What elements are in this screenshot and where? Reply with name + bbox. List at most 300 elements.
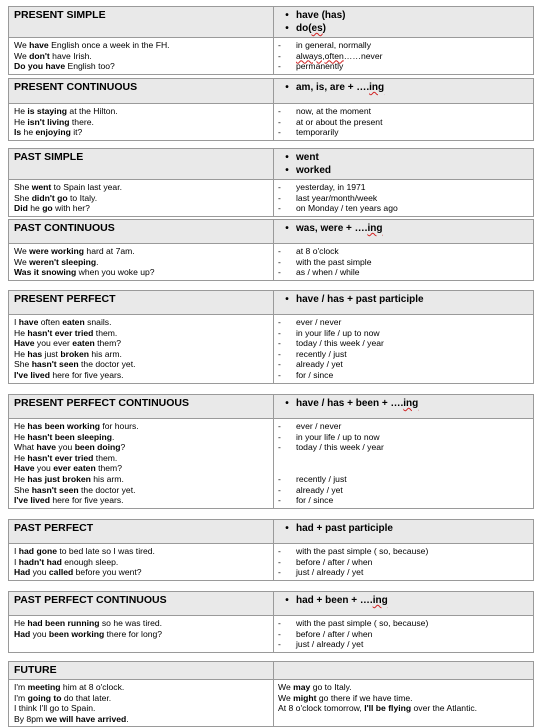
dash-marker: - (278, 639, 281, 650)
table-header-row (9, 592, 533, 616)
usage-note (278, 629, 529, 640)
form-rule-item (278, 222, 529, 235)
example-sentence (14, 546, 268, 557)
text-run: English once a week in the FH. (48, 40, 170, 50)
example-sentence (14, 567, 268, 578)
text-run: he (21, 127, 36, 138)
usage-note (278, 257, 529, 268)
tense-title: PAST SIMPLE (9, 149, 274, 179)
usage-note (278, 328, 529, 339)
text-run: . (126, 713, 129, 724)
text-run: to Italy. (67, 192, 98, 203)
tense-table-past-continuous (8, 219, 534, 281)
text-run: so he was tired. (99, 618, 163, 628)
bold-verb-text: hasn't been sleeping (27, 431, 113, 442)
text-run: We (278, 682, 294, 692)
usage-note (278, 421, 529, 432)
text-run: At 8 o'clock tomorrow, (278, 703, 365, 714)
text-run: He (14, 421, 28, 431)
form-rule-item (278, 9, 529, 22)
text-run: He (14, 106, 28, 116)
usage-note-text: yesterday, in 1971 (296, 182, 366, 192)
usage-note-text: with the past simple (296, 256, 372, 267)
bold-verb-text: I'll be flying (364, 703, 412, 714)
dash-marker: - (278, 203, 281, 214)
dash-marker: - (278, 628, 281, 639)
text-run: go there if we have time. (316, 692, 413, 703)
dash-marker: - (278, 256, 281, 267)
text-run: there for long? (104, 628, 163, 639)
usage-note-text: in your life / up to now (296, 327, 380, 338)
dash-marker: - (278, 546, 281, 556)
example-sentences (9, 315, 274, 383)
usage-note (278, 485, 529, 496)
text-run: do that later. (61, 692, 112, 703)
text-run: just (42, 348, 61, 359)
usage-note (278, 546, 529, 557)
text-run: We (14, 50, 30, 61)
example-sentences (9, 104, 274, 140)
text-run: By 8pm (14, 713, 46, 724)
example-sentences (9, 244, 274, 280)
example-sentence (14, 193, 268, 204)
usage-note (278, 370, 529, 381)
usage-note (278, 618, 529, 629)
dash-marker: - (278, 442, 281, 453)
text-run: before you went? (73, 567, 142, 578)
text-run: I'm (14, 682, 28, 692)
usage-note (278, 442, 529, 453)
usage-note (278, 349, 529, 360)
text-run: He (14, 327, 28, 338)
form-rule-text: worked (296, 165, 332, 176)
usage-note (278, 567, 529, 578)
bullet-icon: • (285, 10, 289, 21)
usage-note-text: before / after / when (296, 556, 373, 567)
example-sentences (9, 419, 274, 508)
bold-verb-text: isn't living (27, 116, 70, 127)
example-sentence (14, 203, 268, 214)
tense-title: FUTURE (9, 662, 274, 679)
form-rule-text: had + past participle (296, 523, 393, 534)
bold-verb-text: Did (14, 203, 28, 214)
bold-verb-text: go (42, 203, 53, 214)
text-run: We (278, 692, 294, 703)
example-sentence (14, 51, 268, 62)
example-sentence (14, 106, 268, 117)
tense-table-present-continuous (8, 78, 534, 141)
bold-verb-text: Have (14, 463, 35, 474)
usage-note (278, 359, 529, 370)
dash-marker: - (278, 431, 281, 442)
bold-verb-text: Had (14, 567, 31, 578)
usage-notes (274, 315, 533, 383)
bold-verb-text: is staying (27, 106, 68, 116)
text-run: He (14, 473, 28, 484)
example-sentence (14, 421, 268, 432)
bullet-icon: • (285, 165, 289, 176)
tense-table-present-perfect-continuous (8, 394, 534, 509)
usage-note (278, 338, 529, 349)
usage-note-text: always,often……never (296, 50, 383, 61)
usage-note-text: at 8 o'clock (296, 246, 339, 256)
text-run: What (14, 442, 37, 453)
bold-verb-text: has just broken (27, 473, 91, 484)
usage-note (278, 639, 529, 650)
text-run: you (56, 442, 75, 453)
example-sentence (14, 495, 268, 506)
example-sentence (14, 182, 268, 193)
text-run: ? (120, 442, 126, 453)
example-sentence (14, 485, 268, 496)
form-rule-item (278, 293, 529, 306)
example-sentence (14, 714, 268, 725)
spellcheck-underline: ing (369, 82, 385, 93)
empty-line (278, 463, 529, 474)
bold-verb-text: had been running (27, 618, 100, 628)
usage-note-text: already / yet (296, 359, 343, 370)
bullet-icon: • (285, 82, 289, 93)
usage-note-text: just / already / yet (296, 639, 364, 650)
bold-verb-text: have (36, 442, 57, 453)
bold-verb-text: called (48, 567, 74, 578)
dash-marker: - (278, 267, 281, 278)
form-rule-text: was, were + ….ing (296, 223, 383, 234)
usage-note-text: already / yet (296, 484, 343, 495)
usage-note (278, 557, 529, 568)
usage-notes (274, 244, 533, 280)
example-sentence (14, 693, 268, 704)
text-run: he (27, 203, 43, 214)
text-run: here for five years. (49, 369, 124, 380)
text-run: often (38, 317, 63, 327)
dash-marker: - (278, 317, 281, 327)
text-run: there. (69, 116, 94, 127)
tense-title: PAST PERFECT (9, 520, 274, 543)
usage-note (278, 267, 529, 278)
table-body-row (9, 616, 533, 652)
bold-verb-text: weren't sleeping (29, 256, 97, 267)
dash-marker: - (278, 182, 281, 192)
bold-verb-text: Was it snowing (14, 267, 77, 278)
form-rule-text: do(es) (296, 23, 327, 34)
text-run: to Spain last year. (51, 182, 122, 192)
bold-verb-text: been doing (74, 442, 121, 453)
example-sentences (9, 180, 274, 216)
example-sentence (14, 453, 268, 464)
bullet-icon: • (285, 23, 289, 34)
text-run: English too? (65, 61, 115, 72)
form-rule (274, 149, 533, 179)
text-run: We (14, 246, 30, 256)
text-run: them. (93, 452, 118, 463)
table-body-row (9, 544, 533, 580)
form-rule-item (278, 151, 529, 164)
usage-note-text: with the past simple ( so, because) (296, 618, 429, 628)
usage-notes (274, 419, 533, 508)
bold-verb-text: going to (27, 692, 62, 703)
example-sentence (14, 40, 268, 51)
usage-note-text: now, at the moment (296, 106, 371, 116)
bold-verb-text: I've lived (14, 495, 50, 506)
table-header-row (9, 149, 533, 180)
bold-verb-text: went (31, 182, 52, 192)
bold-verb-text: Have (14, 338, 35, 349)
usage-note (278, 61, 529, 72)
text-run: over the Atlantic. (411, 703, 478, 714)
dash-marker: - (278, 369, 281, 380)
text-run: He (14, 431, 28, 442)
bullet-icon: • (285, 398, 289, 409)
bold-verb-text: have (18, 317, 39, 327)
tense-title: PRESENT PERFECT (9, 291, 274, 314)
table-body-row (9, 104, 533, 140)
text-run: He (14, 452, 28, 463)
example-sentence (14, 463, 268, 474)
usage-note (278, 40, 529, 51)
form-rule (274, 520, 533, 543)
tense-table-past-perfect (8, 519, 534, 581)
usage-note-text: at or about the present (296, 116, 383, 127)
text-run: for hours. (99, 421, 139, 431)
usage-note (278, 317, 529, 328)
bold-verb-text: has been working (27, 421, 100, 431)
bold-verb-text: might (293, 692, 317, 703)
form-rule-text: went (296, 152, 319, 163)
text-run: We (14, 256, 30, 267)
text-run: hard at 7am. (84, 246, 135, 256)
usage-note (278, 127, 529, 138)
text-run: I'm (14, 692, 28, 703)
example-sentence (14, 328, 268, 339)
text-run: the doctor yet. (78, 359, 136, 370)
example-sentences (9, 616, 274, 652)
usage-note (278, 117, 529, 128)
text-run: them? (94, 338, 122, 349)
dash-marker: - (278, 61, 281, 72)
usage-notes (274, 680, 533, 726)
empty-line (278, 453, 529, 464)
form-rule-text: am, is, are + ….ing (296, 82, 385, 93)
bold-verb-text: eaten (72, 338, 95, 349)
usage-note-text: ever / never (296, 421, 342, 431)
bullet-icon: • (285, 523, 289, 534)
example-sentence (14, 557, 268, 568)
usage-note (278, 432, 529, 443)
usage-note-text: recently / just (296, 473, 347, 484)
bold-verb-text: we will have arrived (45, 713, 127, 724)
text-run: the doctor yet. (78, 484, 136, 495)
bold-verb-text: has (27, 348, 43, 359)
bold-verb-text: enjoying (35, 127, 71, 138)
usage-note-text: today / this week / year (296, 442, 384, 453)
tense-title: PRESENT PERFECT CONTINUOUS (9, 395, 274, 418)
text-run: you (30, 628, 49, 639)
text-run: you (34, 463, 54, 474)
usage-note (278, 495, 529, 506)
text-run: with her? (52, 203, 90, 214)
table-body-row (9, 315, 533, 383)
bold-verb-text: meeting (27, 682, 61, 692)
bold-verb-text: Do you have (14, 61, 66, 72)
text-run: She (14, 192, 32, 203)
text-run: She (14, 359, 32, 370)
usage-note (278, 182, 529, 193)
form-rule (274, 291, 533, 314)
example-sentence (14, 338, 268, 349)
example-sentence (14, 370, 268, 381)
usage-notes (274, 616, 533, 652)
example-sentences (9, 38, 274, 74)
bold-verb-text: been working (48, 628, 105, 639)
table-header-row (9, 7, 533, 38)
form-rule-text: have / has + past participle (296, 294, 424, 305)
text-run: them. (93, 327, 118, 338)
table-header-row (9, 79, 533, 104)
bold-verb-text: hasn't ever tried (27, 452, 94, 463)
table-body-row (9, 38, 533, 74)
example-sentence (14, 432, 268, 443)
usage-note-text: as / when / while (296, 267, 360, 278)
text-run: go to Italy. (310, 682, 352, 692)
example-sentence (278, 693, 529, 704)
table-body-row (9, 180, 533, 216)
usage-note-text: permanently (296, 61, 344, 72)
table-header-row (9, 520, 533, 544)
bold-verb-text: were working (29, 246, 85, 256)
text-run: enough sleep. (61, 556, 119, 567)
bold-verb-text: Had (14, 628, 31, 639)
form-rule-item (278, 594, 529, 607)
text-run: his arm. (89, 348, 122, 359)
spellcheck-underline: ing (403, 398, 419, 409)
tense-title: PRESENT CONTINUOUS (9, 79, 274, 103)
text-run: I (14, 317, 19, 327)
usage-note-text: in your life / up to now (296, 431, 380, 442)
dash-marker: - (278, 348, 281, 359)
example-sentence (14, 703, 268, 714)
form-rule (274, 79, 533, 103)
example-sentence (14, 267, 268, 278)
dash-marker: - (278, 192, 281, 203)
text-run: We (14, 40, 30, 50)
example-sentences (9, 680, 274, 726)
example-sentence (14, 682, 268, 693)
text-run: He (14, 618, 28, 628)
example-sentences (9, 544, 274, 580)
usage-note-text: recently / just (296, 348, 347, 359)
text-run: at the Hilton. (67, 106, 118, 116)
form-rule (274, 395, 533, 418)
usage-note-text: today / this week / year (296, 338, 384, 349)
bold-verb-text: broken (60, 348, 89, 359)
text-run: He (14, 116, 28, 127)
table-body-row (9, 680, 533, 726)
dash-marker: - (278, 359, 281, 370)
bold-verb-text: Is (14, 127, 22, 138)
dash-marker: - (278, 127, 281, 138)
text-run: it? (70, 127, 83, 138)
usage-note (278, 474, 529, 485)
usage-note-text: ever / never (296, 317, 342, 327)
form-rule (274, 220, 533, 243)
text-run: to bed late so I was tired. (56, 546, 155, 556)
bold-verb-text: may (293, 682, 311, 692)
form-rule-text: had + been + ….ing (296, 595, 388, 606)
text-run: his arm. (90, 473, 124, 484)
example-sentence (14, 127, 268, 138)
bold-verb-text: I've lived (14, 369, 50, 380)
bullet-icon: • (285, 152, 289, 163)
bold-verb-text: hadn't had (18, 556, 62, 567)
example-sentence (14, 117, 268, 128)
example-sentence (14, 61, 268, 72)
example-sentence (14, 257, 268, 268)
example-sentence (278, 703, 529, 714)
bullet-icon: • (285, 294, 289, 305)
text-run: I (14, 546, 19, 556)
dash-marker: - (278, 556, 281, 567)
usage-note-text: just / already / yet (296, 567, 364, 578)
form-rule-item (278, 522, 529, 535)
usage-note-text: with the past simple ( so, because) (296, 546, 429, 556)
text-run: She (14, 484, 32, 495)
form-rule (274, 592, 533, 615)
text-run: . (96, 256, 99, 267)
table-header-row (9, 291, 533, 315)
spellcheck-underline: es (311, 23, 323, 34)
text-run: have Irish. (49, 50, 92, 61)
dash-marker: - (278, 106, 281, 116)
tense-title: PAST CONTINUOUS (9, 220, 274, 243)
text-run: when you woke up? (76, 267, 155, 278)
tense-table-past-perfect-continuous (8, 591, 534, 653)
text-run: him at 8 o'clock. (60, 682, 125, 692)
bold-verb-text: have (29, 40, 49, 50)
usage-notes (274, 38, 533, 74)
text-run: here for five years. (49, 495, 124, 506)
text-run: you (30, 567, 49, 578)
usage-note-text: last year/month/week (296, 192, 378, 203)
example-sentence (14, 359, 268, 370)
dash-marker: - (278, 618, 281, 628)
text-run: snails. (84, 317, 112, 327)
text-run: . (112, 431, 115, 442)
usage-notes (274, 104, 533, 140)
dash-marker: - (278, 116, 281, 127)
dash-marker: - (278, 484, 281, 495)
bold-verb-text: hasn't seen (31, 484, 79, 495)
example-sentence (14, 442, 268, 453)
table-body-row (9, 419, 533, 508)
example-sentence (14, 474, 268, 485)
usage-notes (274, 544, 533, 580)
text-run: I think I'll go to Spain. (14, 703, 96, 714)
tense-table-future (8, 661, 534, 727)
text-run: She (14, 182, 32, 192)
bold-verb-text: ever eaten (53, 463, 96, 474)
table-body-row (9, 244, 533, 280)
table-header-row (9, 395, 533, 419)
table-header-row (9, 662, 533, 680)
usage-note (278, 203, 529, 214)
example-sentence (14, 317, 268, 328)
usage-note-text: temporarily (296, 127, 339, 138)
text-run: I (14, 556, 19, 567)
bold-verb-text: don't (29, 50, 50, 61)
example-sentence (14, 246, 268, 257)
example-sentence (278, 682, 529, 693)
